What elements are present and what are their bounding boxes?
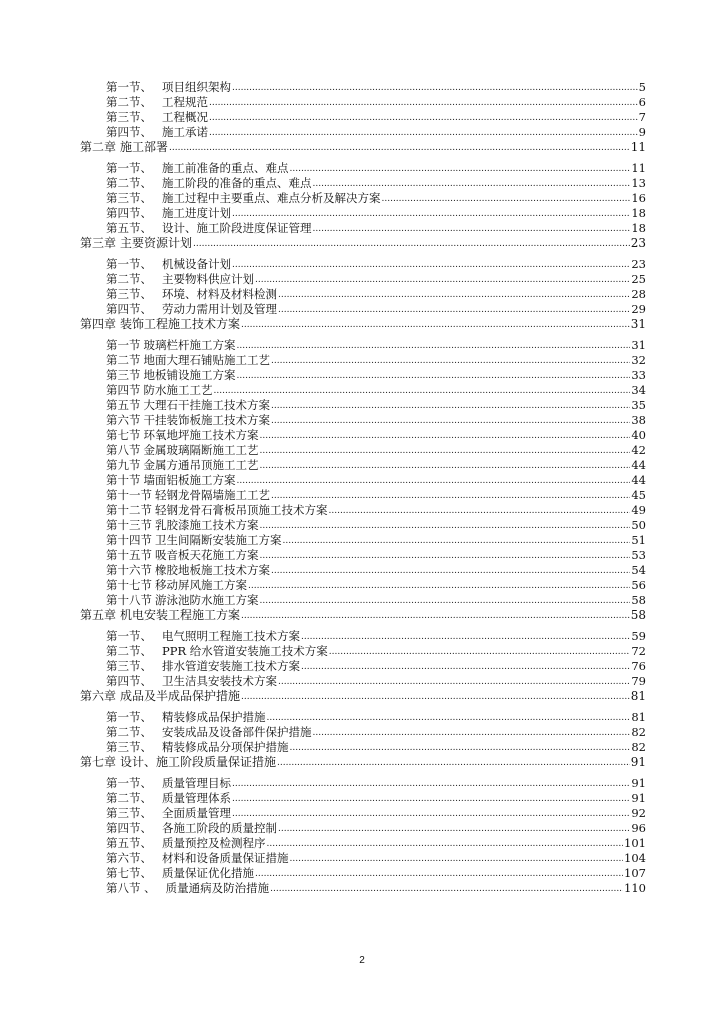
toc-entry-title: 精装修成品分项保护措施 (162, 740, 289, 754)
toc-entry-page: 82 (631, 740, 646, 754)
toc-section-entry[interactable] (80, 398, 646, 413)
toc-entry-title: 主要物料供应计划 (162, 272, 254, 286)
dot-leader (241, 688, 630, 705)
toc-entry-title: 玻璃栏杆施工方案 (143, 338, 236, 352)
toc-entry-title: 项目组织架构 (162, 80, 231, 94)
toc-entry-title: 地面大理石铺贴施工工艺 (143, 353, 270, 367)
toc-entry-title: 大理石干挂施工技术方案 (143, 398, 270, 412)
toc-section-entry[interactable] (80, 563, 646, 578)
dot-leader (277, 754, 630, 771)
toc-entry-title: 精装修成品保护措施 (162, 710, 266, 724)
toc-entry-title: 环氧地坪施工技术方案 (143, 428, 259, 442)
toc-section-entry[interactable] (80, 578, 646, 593)
toc-entry-page: 110 (624, 881, 646, 895)
toc-entry-page: 33 (631, 368, 646, 382)
toc-entry-number: 第九节 (106, 458, 141, 472)
toc-entry-page: 5 (638, 80, 646, 94)
toc-entry-number: 第五章 (80, 608, 117, 622)
toc-entry-title: 乳胶漆施工技术方案 (155, 518, 259, 532)
toc-entry-page: 51 (631, 533, 646, 547)
toc-entry-title: 各施工阶段的质量控制 (162, 821, 277, 835)
toc-section-entry[interactable] (80, 533, 646, 548)
toc-entry-number: 第十二节 (106, 503, 152, 517)
toc-entry-number: 第二节、 (106, 791, 152, 805)
toc-section-entry[interactable] (80, 548, 646, 563)
toc-entry-page: 82 (631, 725, 646, 739)
toc-entry-page: 11 (630, 140, 646, 154)
toc-entry-page: 54 (631, 563, 646, 577)
toc-entry-number: 第十节 (106, 473, 141, 487)
toc-entry-title: 地板铺设施工方案 (143, 368, 236, 382)
toc-entry-page: 76 (631, 659, 646, 673)
toc-section-entry[interactable] (80, 674, 646, 689)
toc-section-entry[interactable] (80, 161, 646, 176)
toc-section-entry[interactable] (80, 644, 646, 659)
toc-entry-title: 金属玻璃隔断施工工艺 (143, 443, 259, 457)
dot-leader (241, 316, 630, 333)
toc-section-entry[interactable] (80, 518, 646, 533)
toc-entry-title: 电气照明工程施工技术方案 (162, 629, 300, 643)
toc-entry-number: 第三节、 (106, 659, 152, 673)
toc-entry-title: 机械设备计划 (162, 257, 231, 271)
toc-entry-number: 第一节 (106, 338, 141, 352)
toc-entry-number: 第二节、 (106, 644, 152, 658)
toc-section-entry[interactable] (80, 80, 646, 95)
toc-entry-page: 59 (631, 629, 646, 643)
toc-entry-title: 装饰工程施工技术方案 (120, 317, 241, 331)
toc-entry-number: 第十八节 (106, 593, 152, 607)
toc-entry-number: 第七节、 (106, 866, 152, 880)
toc-entry-number: 第五节、 (106, 221, 152, 235)
toc-entry-page: 96 (631, 821, 646, 835)
toc-entry-number: 第八节 、 (106, 881, 156, 895)
toc-entry-number: 第四节 (106, 383, 141, 397)
toc-entry-page: 91 (630, 755, 646, 769)
toc-section-entry[interactable] (80, 368, 646, 383)
toc-entry-title: 质量预控及检测程序 (162, 836, 266, 850)
dot-leader (270, 880, 623, 897)
toc-section-entry[interactable] (80, 125, 646, 140)
toc-entry-page: 11 (631, 161, 646, 175)
toc-entry-number: 第五节 (106, 398, 141, 412)
toc-entry-title: 工程规范 (162, 95, 208, 109)
toc-section-entry[interactable] (80, 629, 646, 644)
table-of-contents (80, 80, 646, 896)
toc-entry-number: 第十四节 (106, 533, 152, 547)
toc-entry-page: 49 (631, 503, 646, 517)
toc-entry-number: 第二节 (106, 353, 141, 367)
toc-section-entry[interactable] (80, 338, 646, 353)
toc-entry-title: 材料和设备质量保证措施 (162, 851, 289, 865)
toc-entry-page: 13 (631, 176, 646, 190)
toc-section-entry[interactable] (80, 740, 646, 755)
toc-entry-page: 58 (630, 608, 646, 622)
toc-entry-number: 第六节 (106, 413, 141, 427)
toc-entry-title: 质量管理目标 (162, 776, 231, 790)
toc-section-entry[interactable] (80, 413, 646, 428)
toc-chapter-entry[interactable] (80, 755, 646, 770)
toc-entry-title: 劳动力需用计划及管理 (162, 302, 277, 316)
toc-entry-page: 107 (624, 866, 646, 880)
toc-entry-title: 排水管道安装施工技术方案 (162, 659, 300, 673)
toc-entry-number: 第四节、 (106, 125, 152, 139)
toc-chapter-entry[interactable] (80, 608, 646, 623)
toc-entry-number: 第八节 (106, 443, 141, 457)
toc-section-entry[interactable] (80, 383, 646, 398)
toc-entry-number: 第七章 (80, 755, 117, 769)
toc-entry-page: 34 (631, 383, 646, 397)
toc-entry-number: 第六章 (80, 689, 117, 703)
toc-entry-title: 施工阶段的准备的重点、难点 (162, 176, 312, 190)
toc-section-entry[interactable] (80, 176, 646, 191)
toc-entry-title: 主要资源计划 (120, 236, 193, 250)
toc-section-entry[interactable] (80, 458, 646, 473)
toc-entry-page: 16 (631, 191, 646, 205)
toc-entry-page: 50 (631, 518, 646, 532)
toc-entry-page: 18 (631, 221, 646, 235)
toc-section-entry[interactable] (80, 776, 646, 791)
toc-chapter-entry[interactable] (80, 689, 646, 704)
toc-entry-page: 18 (631, 206, 646, 220)
toc-entry-number: 第一节、 (106, 161, 152, 175)
toc-entry-title: 移动屏风施工方案 (155, 578, 247, 592)
toc-section-entry[interactable] (80, 725, 646, 740)
toc-entry-page: 23 (630, 236, 646, 250)
toc-entry-page: 58 (631, 593, 646, 607)
toc-section-entry[interactable] (80, 806, 646, 821)
toc-entry-title: 施工进度计划 (162, 206, 231, 220)
toc-entry-number: 第十六节 (106, 563, 152, 577)
toc-section-entry[interactable] (80, 272, 646, 287)
toc-entry-page: 28 (631, 287, 646, 301)
toc-entry-title: 设计、施工阶段进度保证管理 (162, 221, 312, 235)
toc-entry-title: 墙面铝板施工方案 (143, 473, 236, 487)
toc-entry-page: 79 (631, 674, 646, 688)
toc-entry-page: 6 (638, 95, 646, 109)
toc-section-entry[interactable] (80, 302, 646, 317)
toc-section-entry[interactable] (80, 257, 646, 272)
toc-entry-number: 第二节、 (106, 272, 152, 286)
toc-entry-page: 29 (631, 302, 646, 316)
toc-section-entry[interactable] (80, 287, 646, 302)
toc-section-entry[interactable] (80, 443, 646, 458)
toc-entry-page: 91 (631, 791, 646, 805)
toc-entry-page: 72 (631, 644, 646, 658)
toc-entry-page: 53 (631, 548, 646, 562)
toc-entry-number: 第一节、 (106, 710, 152, 724)
toc-section-entry[interactable] (80, 836, 646, 851)
toc-chapter-entry[interactable] (80, 236, 646, 251)
toc-entry-page: 35 (631, 398, 646, 412)
toc-entry-number: 第二节、 (106, 95, 152, 109)
toc-section-entry[interactable] (80, 503, 646, 518)
toc-entry-page: 92 (631, 806, 646, 820)
toc-entry-page: 40 (631, 428, 646, 442)
toc-entry-page: 104 (624, 851, 646, 865)
toc-entry-page: 9 (638, 125, 646, 139)
toc-entry-number: 第六节、 (106, 851, 152, 865)
toc-entry-number: 第三节、 (106, 740, 152, 754)
toc-entry-title: 施工承诺 (162, 125, 208, 139)
toc-chapter-entry[interactable] (80, 140, 646, 155)
dot-leader (241, 607, 630, 624)
toc-entry-number: 第十三节 (106, 518, 152, 532)
toc-section-entry[interactable] (80, 881, 646, 896)
toc-entry-title: 质量通病及防治措施 (165, 881, 270, 895)
toc-entry-number: 第十五节 (106, 548, 152, 562)
toc-section-entry[interactable] (80, 95, 646, 110)
toc-entry-number: 第三章 (80, 236, 117, 250)
toc-entry-number: 第三节、 (106, 806, 152, 820)
toc-entry-page: 44 (631, 458, 646, 472)
toc-entry-page: 31 (630, 317, 646, 331)
toc-entry-title: 质量管理体系 (162, 791, 231, 805)
toc-entry-title: 金属方通吊顶施工工艺 (143, 458, 259, 472)
toc-entry-title: 干挂装饰板施工技术方案 (143, 413, 270, 427)
dot-leader (169, 139, 630, 156)
toc-entry-number: 第三节、 (106, 191, 152, 205)
toc-entry-title: 卫生洁具安装技术方案 (162, 674, 277, 688)
toc-entry-number: 第一节、 (106, 257, 152, 271)
toc-entry-title: PPR 给水管道安装施工技术方案 (162, 644, 328, 658)
toc-entry-title: 设计、施工阶段质量保证措施 (120, 755, 277, 769)
toc-entry-page: 32 (631, 353, 646, 367)
toc-entry-page: 81 (631, 710, 646, 724)
toc-entry-page: 101 (624, 836, 646, 850)
toc-entry-title: 吸音板天花施工方案 (155, 548, 259, 562)
toc-entry-number: 第五节、 (106, 836, 152, 850)
toc-entry-number: 第二章 (80, 140, 117, 154)
toc-entry-number: 第二节、 (106, 176, 152, 190)
toc-entry-title: 轻钢龙骨隔墙施工工艺 (155, 488, 270, 502)
toc-entry-page: 23 (631, 257, 646, 271)
toc-entry-page: 45 (631, 488, 646, 502)
toc-entry-page: 38 (631, 413, 646, 427)
toc-section-entry[interactable] (80, 428, 646, 443)
toc-entry-number: 第一节、 (106, 80, 152, 94)
toc-entry-page: 91 (631, 776, 646, 790)
toc-section-entry[interactable] (80, 593, 646, 608)
toc-entry-page: 7 (638, 110, 646, 124)
toc-entry-number: 第十七节 (106, 578, 152, 592)
toc-entry-title: 轻钢龙骨石膏板吊顶施工技术方案 (155, 503, 328, 517)
toc-entry-title: 橡胶地板施工技术方案 (155, 563, 270, 577)
toc-entry-title: 施工前准备的重点、难点 (162, 161, 289, 175)
toc-section-entry[interactable] (80, 473, 646, 488)
toc-entry-title: 游泳池防水施工方案 (155, 593, 259, 607)
toc-entry-title: 环境、材料及材料检测 (162, 287, 277, 301)
toc-entry-page: 25 (631, 272, 646, 286)
toc-section-entry[interactable] (80, 791, 646, 806)
toc-entry-page: 31 (631, 338, 646, 352)
toc-entry-number: 第二节、 (106, 725, 152, 739)
toc-entry-title: 工程概况 (162, 110, 208, 124)
toc-entry-number: 第三节、 (106, 287, 152, 301)
toc-entry-page: 42 (631, 443, 646, 457)
toc-entry-title: 全面质量管理 (162, 806, 231, 820)
toc-entry-number: 第三节 (106, 368, 141, 382)
toc-section-entry[interactable] (80, 221, 646, 236)
toc-entry-title: 质量保证优化措施 (162, 866, 254, 880)
toc-section-entry[interactable] (80, 866, 646, 881)
toc-section-entry[interactable] (80, 353, 646, 368)
toc-entry-page: 44 (631, 473, 646, 487)
toc-section-entry[interactable] (80, 206, 646, 221)
toc-entry-title: 成品及半成品保护措施 (120, 689, 241, 703)
toc-entry-number: 第四节、 (106, 206, 152, 220)
toc-entry-title: 机电安装工程施工方案 (120, 608, 241, 622)
toc-entry-title: 卫生间隔断安装施工方案 (155, 533, 282, 547)
page-number: 2 (359, 955, 365, 966)
toc-section-entry[interactable] (80, 191, 646, 206)
toc-entry-number: 第一节、 (106, 776, 152, 790)
toc-entry-page: 81 (630, 689, 646, 703)
toc-section-entry[interactable] (80, 110, 646, 125)
toc-entry-title: 防水施工工艺 (143, 383, 213, 397)
dot-leader (193, 235, 630, 252)
toc-entry-page: 56 (631, 578, 646, 592)
toc-entry-number: 第三节、 (106, 110, 152, 124)
toc-entry-number: 第四节、 (106, 674, 152, 688)
toc-entry-title: 施工过程中主要重点、难点分析及解决方案 (162, 191, 381, 205)
toc-chapter-entry[interactable] (80, 317, 646, 332)
toc-entry-number: 第四节、 (106, 821, 152, 835)
toc-section-entry[interactable] (80, 488, 646, 503)
toc-section-entry[interactable] (80, 851, 646, 866)
toc-entry-title: 施工部署 (120, 140, 169, 154)
toc-entry-number: 第一节、 (106, 629, 152, 643)
toc-entry-number: 第十一节 (106, 488, 152, 502)
toc-entry-number: 第四章 (80, 317, 117, 331)
toc-section-entry[interactable] (80, 821, 646, 836)
toc-section-entry[interactable] (80, 659, 646, 674)
toc-entry-number: 第四节、 (106, 302, 152, 316)
toc-section-entry[interactable] (80, 710, 646, 725)
toc-entry-number: 第七节 (106, 428, 141, 442)
toc-entry-title: 安装成品及设备部件保护措施 (162, 725, 312, 739)
